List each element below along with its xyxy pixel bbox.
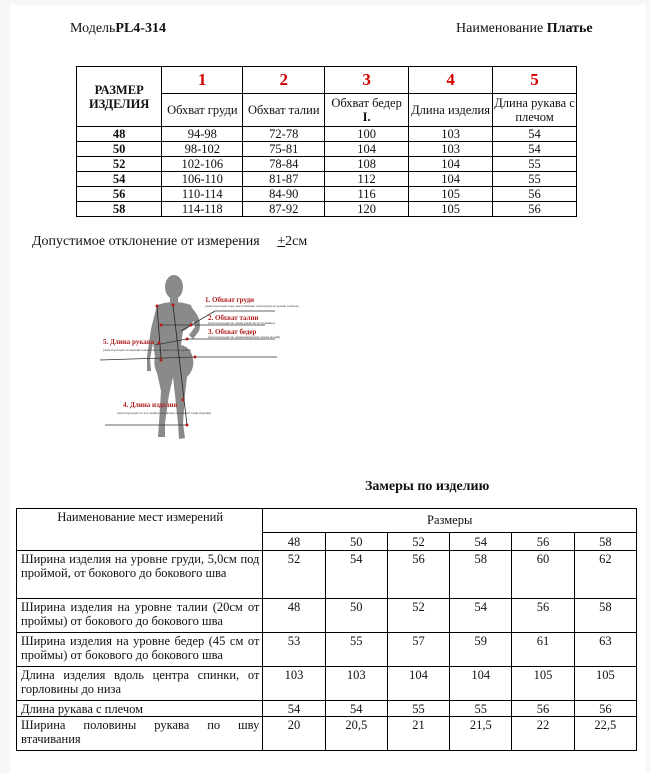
size-row [77,187,577,202]
measurement-row [17,599,637,633]
garment-measurements-table [16,508,637,751]
measurement-value: 55 [325,633,387,667]
measurement-value: 52 [263,551,325,599]
value-cell: 94-98 [162,127,243,142]
tolerance-note [32,234,307,250]
value-cell: 114-118 [162,202,243,217]
measurement-label: Ширина половины рукава по шву втачивания [17,717,263,751]
value-cell: 55 [493,172,577,187]
figure-label-chest: 1. Обхват груди [205,296,255,304]
size-row [77,202,577,217]
measurement-row [17,633,637,667]
value-cell: 116 [325,187,409,202]
product-name-label: Наименование [456,21,547,36]
measurement-value: 103 [325,667,387,701]
column-header [493,94,577,127]
column-header-suffix: I. [362,110,371,124]
value-cell: 105 [409,202,493,217]
figure-note-waist: (лента проходит по самой узкой части туловища) [208,321,275,325]
sizes-header: Размеры [263,509,637,533]
size-cell: 52 [77,157,162,172]
value-cell: 56 [493,187,577,202]
measurement-value: 63 [574,633,636,667]
value-cell: 87-92 [243,202,325,217]
size-cell: 58 [77,202,162,217]
value-cell: 84-90 [243,187,325,202]
size-header-cell: 54 [450,533,512,551]
size-header-cell: 48 [263,533,325,551]
measurement-label: Ширина изделия на уровне бедер (45 см от проймы) от бокового до бокового шва [17,633,263,667]
value-cell: 72-78 [243,127,325,142]
figure-note-hips: (лента проходит по самым выпуклым точкам ягодиц) [208,335,281,339]
measurement-value: 105 [574,667,636,701]
value-cell: 104 [409,157,493,172]
measurement-label: Ширина изделия на уровне талии (20см от проймы) от бокового до бокового шва [17,599,263,633]
figure-note-chest: (лента проходит через выступающие точки груди на уровне лопаток) [205,304,299,308]
measurement-label: Длина рукава с плечом [17,701,263,717]
column-header-text: Обхват груди [167,103,238,117]
measurement-value: 54 [263,701,325,717]
model-heading [70,21,166,37]
measurement-row [17,667,637,701]
measurement-value: 59 [450,633,512,667]
measurement-value: 22 [512,717,574,751]
column-number: 5 [493,67,577,94]
value-cell: 103 [409,142,493,157]
column-number: 2 [243,67,325,94]
measurement-value: 104 [387,667,449,701]
measurement-value: 61 [512,633,574,667]
column-header-text: Длина изделия [411,103,490,117]
figure-label-length: 4. Длина изделия [123,401,178,409]
size-chart-table [76,66,577,217]
measurement-value: 54 [325,701,387,717]
measurement-value: 21,5 [450,717,512,751]
column-number: 3 [325,67,409,94]
measurement-value: 105 [512,667,574,701]
body-silhouette-diagram [95,273,380,448]
size-column-header: РАЗМЕР ИЗДЕЛИЯ [77,67,162,127]
value-cell: 54 [493,142,577,157]
column-header-text: Обхват бедер [331,96,402,110]
size-row [77,142,577,157]
measurement-value: 53 [263,633,325,667]
model-label: Модель [70,21,116,36]
measurement-figure [95,273,380,448]
measurement-label: Ширина изделия на уровне груди, 5,0см под проймой, от бокового до бокового шва [17,551,263,599]
figure-labels [103,296,299,415]
model-value: PL4-314 [115,21,166,36]
figure-note-length: (лента проходит от 4-го шейного позвонка до нижней точки изделия) [117,411,211,415]
value-cell: 105 [409,187,493,202]
value-cell: 56 [493,202,577,217]
measurement-value: 20,5 [325,717,387,751]
value-cell: 112 [325,172,409,187]
size-row [77,172,577,187]
column-header-text: Длина рукава с плечом [494,96,575,124]
column-number: 4 [409,67,493,94]
measurement-value: 58 [450,551,512,599]
tolerance-value: 2см [285,234,308,249]
measurement-value: 56 [512,701,574,717]
column-header [325,94,409,127]
product-name-heading [456,21,593,37]
figure-label-waist: 2. Обхват талии [208,314,259,322]
measurement-value: 55 [387,701,449,717]
measurement-value: 21 [387,717,449,751]
size-header-cell: 52 [387,533,449,551]
column-header [409,94,493,127]
size-header-cell: 58 [574,533,636,551]
value-cell: 75-81 [243,142,325,157]
value-cell: 54 [493,127,577,142]
column-header [243,94,325,127]
document-page [10,5,646,773]
value-cell: 103 [409,127,493,142]
value-cell: 100 [325,127,409,142]
measurement-row [17,717,637,751]
size-header-cell: 50 [325,533,387,551]
measurement-value: 20 [263,717,325,751]
product-name-value: Платье [546,21,593,36]
measurement-value: 104 [450,667,512,701]
value-cell: 55 [493,157,577,172]
column-header [162,94,243,127]
value-cell: 104 [409,172,493,187]
value-cell: 110-114 [162,187,243,202]
measurement-value: 62 [574,551,636,599]
value-cell: 106-110 [162,172,243,187]
size-cell: 50 [77,142,162,157]
measurement-value: 22,5 [574,717,636,751]
measurement-value: 48 [263,599,325,633]
value-cell: 104 [325,142,409,157]
column-number: 1 [162,67,243,94]
measurement-name-header: Наименование мест измерений [17,509,263,551]
size-cell: 48 [77,127,162,142]
measurement-value: 57 [387,633,449,667]
measurement-value: 60 [512,551,574,599]
plus-minus-sign: + [277,234,286,249]
measurement-value: 52 [387,599,449,633]
size-row [77,127,577,142]
measurement-value: 54 [450,599,512,633]
size-row [77,157,577,172]
column-header-text: Обхват талии [247,103,320,117]
tolerance-label: Допустимое отклонение от измерения [32,234,260,249]
figure-note-sleeve: (лента проходит от высшей точки плеча до нижнего края рукава) [103,348,192,352]
measurement-row [17,701,637,717]
measurement-value: 58 [574,599,636,633]
measurement-value: 55 [450,701,512,717]
measurement-value: 56 [574,701,636,717]
measurement-value: 50 [325,599,387,633]
measurement-value: 56 [387,551,449,599]
measurement-row [17,551,637,599]
measurement-value: 54 [325,551,387,599]
value-cell: 102-106 [162,157,243,172]
figure-label-sleeve: 5. Длина рукава [103,338,155,346]
measurement-value: 103 [263,667,325,701]
measurement-label: Длина изделия вдоль центра спинки, от горловины до низа [17,667,263,701]
value-cell: 120 [325,202,409,217]
value-cell: 81-87 [243,172,325,187]
measurement-value: 56 [512,599,574,633]
size-cell: 56 [77,187,162,202]
value-cell: 98-102 [162,142,243,157]
size-header-cell: 56 [512,533,574,551]
measurements-title: Замеры по изделию [365,479,490,494]
figure-label-hips: 3. Обхват бедер [208,328,257,336]
size-cell: 54 [77,172,162,187]
value-cell: 78-84 [243,157,325,172]
value-cell: 108 [325,157,409,172]
